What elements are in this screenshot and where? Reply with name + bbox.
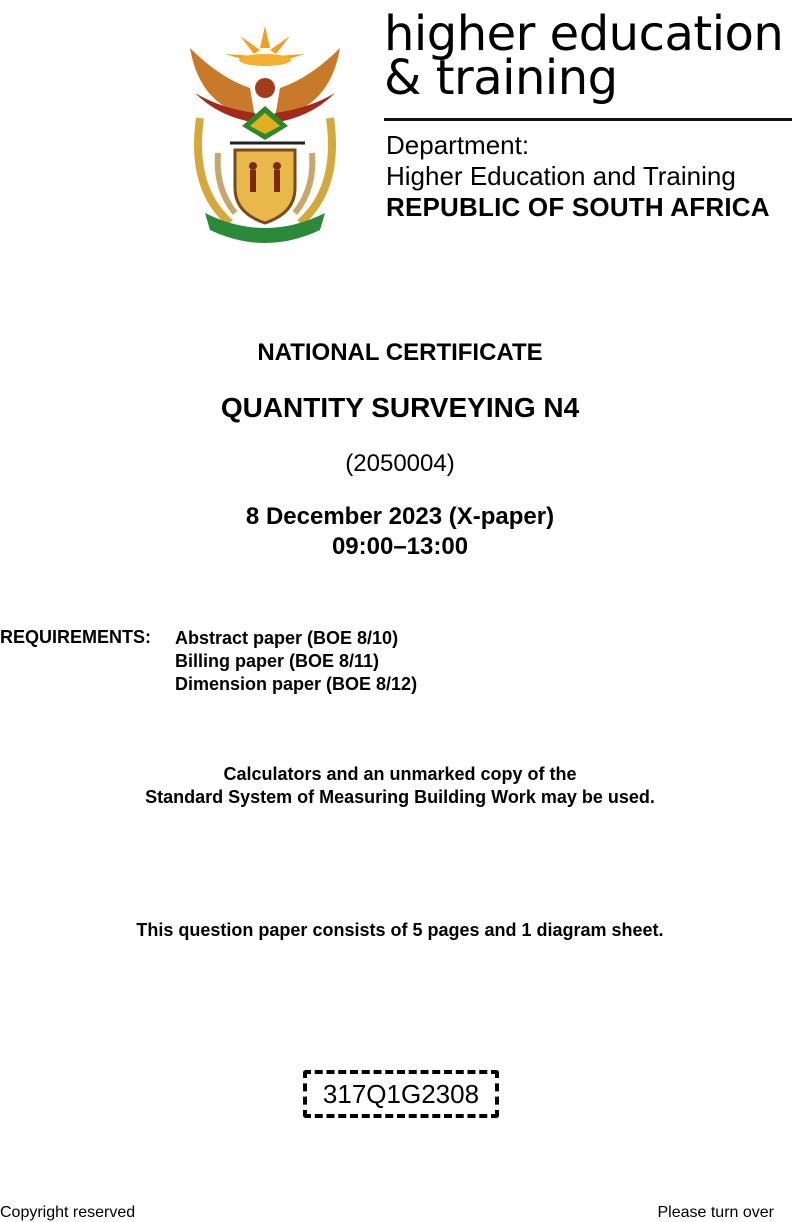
calculator-note-line-2: Standard System of Measuring Building Work may be used. [145, 787, 655, 807]
brand-line-2: & training [384, 50, 618, 106]
paper-code-box [303, 1070, 499, 1118]
dept-name: Higher Education and Training [386, 161, 736, 191]
exam-time: 09:00–13:00 [331, 533, 469, 560]
footer-turn-over: Please turn over [657, 1204, 774, 1221]
page-count-note: This question paper consists of 5 pages and 1 diagram sheet. [136, 920, 664, 940]
dept-label: Department: [386, 130, 530, 160]
calculator-note [0, 763, 800, 809]
coat-of-arms-icon [180, 18, 350, 243]
subject-code: (2050004) [345, 450, 455, 477]
subject-title: QUANTITY SURVEYING N4 [220, 392, 580, 423]
exam-date: 8 December 2023 (X-paper) [245, 503, 555, 530]
calculator-note-line-1: Calculators and an unmarked copy of the [223, 764, 577, 784]
exam-date-time [0, 502, 800, 562]
requirement-item: Abstract paper (BOE 8/10) [175, 628, 399, 648]
requirement-item: Dimension paper (BOE 8/12) [175, 674, 418, 694]
brand-title [384, 6, 784, 106]
requirements-label: REQUIREMENTS: [0, 627, 152, 647]
paper-code: 317Q1G2308 [322, 1078, 480, 1109]
country-name: REPUBLIC OF SOUTH AFRICA [386, 192, 770, 222]
brand-line-1: higher education [384, 6, 784, 62]
brand-divider [384, 118, 792, 121]
requirement-item: Billing paper (BOE 8/11) [175, 651, 380, 671]
certificate-title: NATIONAL CERTIFICATE [257, 339, 543, 366]
footer-copyright: Copyright reserved [0, 1204, 136, 1221]
requirements-list [175, 627, 417, 696]
